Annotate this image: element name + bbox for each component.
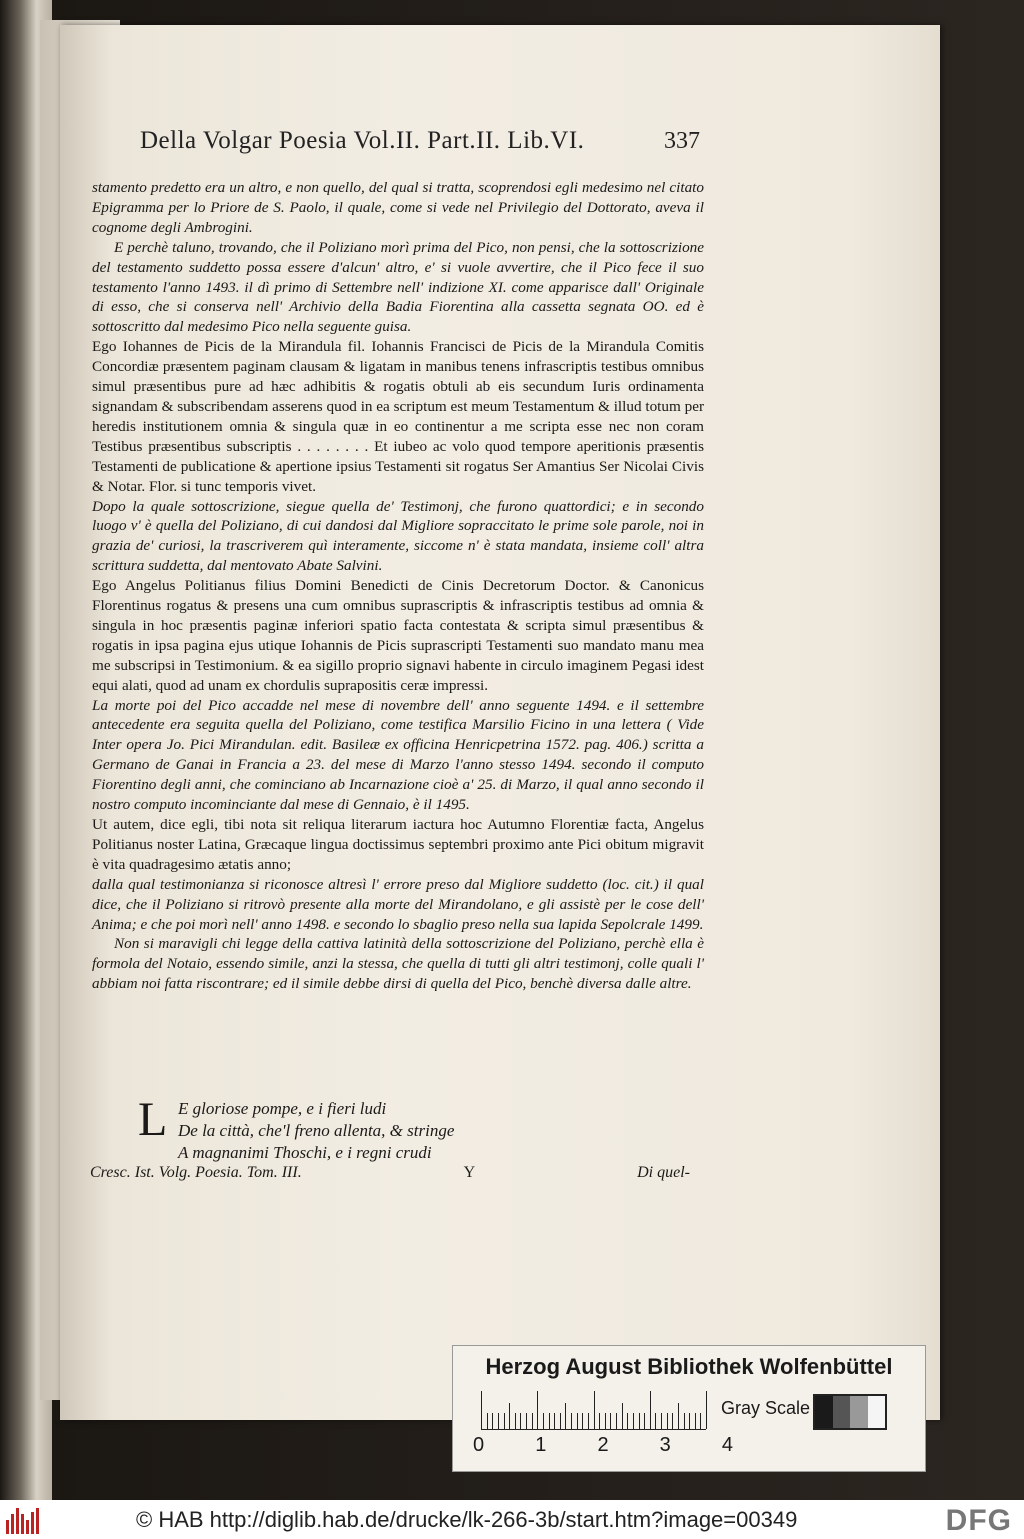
ruler-tick: [537, 1391, 538, 1429]
paragraph: Non si maravigli chi legge della cattiva latinità della sottoscrizione del Poliziano, perchè ella è formola del Notaio, essendo simile, anzi la stessa, che quella di tutti gli altri testimonj, colle quali l' abbiam noi fatta riscontrare; ed il simile debbe dirsi di quella del Pico, benchè diversa dalle altre.: [92, 935, 704, 993]
ruler-tick: [650, 1391, 651, 1429]
gray-scale-label: Gray Scale: [721, 1398, 811, 1418]
paragraph: Dopo la quale sottoscrizione, siegue quella de' Testimonj, che furono quattordici; e in secondo luogo v' è quella del Poliziano, di cui dandosi dal Migliore sopraccitato le prime sole parole, noi in grazia de' curiosi, la trascriverem quì interamente, siccome n' è stata mandata, insieme coll' altra scrittura suddetta, dal mentovato Abate Salvini.: [92, 497, 704, 575]
ruler-tick: [560, 1413, 561, 1429]
credit-link[interactable]: © HAB http://diglib.hab.de/drucke/lk-266-3b/start.htm?image=00349: [136, 1506, 798, 1532]
footer-bar: [0, 1500, 1024, 1539]
ruler-numbers: [473, 1434, 733, 1457]
library-name: Herzog August Bibliothek Wolfenbüttel: [485, 1354, 893, 1379]
catchword: Di quel-: [637, 1164, 690, 1181]
paragraph: Ego Angelus Politianus filius Domini Benedicti de Cinis Decretorum Doctor. & Canonicus Florentinus rogatus & presens una cum omnibus suprascriptis & infrascriptis testibus ad omnia & singula in hoc præsentis paginæ inferiori spatio facta contestata & scripta simul præsentibus & rogatis in ipsa pagina ejus utique Iohannis de Picis suprascripti Testamenti suo mandato manu mea me subscripsi in Testimonium. & ea sigillo proprio signavi habente in circulo imaginem Pegasi idest equi alati, quod ad unam ex chordulis suprapositis ceræ impressi.: [92, 577, 704, 694]
ruler-tick: [672, 1413, 673, 1429]
ruler-tick: [599, 1413, 600, 1429]
ruler-tick: [678, 1403, 679, 1429]
paragraph: Ut autem, dice egli, tibi nota sit reliqua literarum iactura hoc Autumno Florentiæ facta, Angelus Politianus noster Latina, Græcaque lingua doctissimus septembri proximo ante Pici obitum migravit è vita quadragesimo ætatis anno;: [92, 816, 704, 873]
ruler-tick: [689, 1413, 690, 1429]
ruler-tick: [616, 1413, 617, 1429]
gray-swatches: [813, 1394, 887, 1430]
paragraph: Ego Iohannes de Picis de la Mirandula fil. Iohannis Francisci de Picis de la Mirandula Comitis Concordiæ præsentem paginam clausam & ligatam in manibus tenens infrascriptis testibus omnibus simul præsentibus pure ad hæc adhibitis & rogatis obtuli ab eis secundum Iuris ordinamenta signandam & subscribendam asserens quod in ea scriptum est meum Testamentum & illud totum per heredis institutionem omnia & singula quæ in eo continentur a me scripta esse nec non coram Testibus præsentibus subscriptis . . . . . . . . Et iubeo ac volo quod tempore aperitionis præsentis Testamenti de publicatione & apertione ipsius Testamenti sit rogatus Ser Amantius Ser Nicolai Civis & Notar. Flor. si tunc temporis vivet.: [92, 338, 704, 495]
dfg-logo: DFG: [945, 1504, 1012, 1537]
ruler-number: 0: [473, 1434, 485, 1456]
ruler-tick: [667, 1413, 668, 1429]
ruler-tick: [655, 1413, 656, 1429]
ruler-tick: [520, 1413, 521, 1429]
ruler-tick: [700, 1413, 701, 1429]
ruler-tick: [526, 1413, 527, 1429]
paragraph: stamento predetto era un altro, e non quello, del qual si tratta, scoprendosi egli medesimo nel citato Epigramma per lo Priore de S. Paolo, il quale, come si vede nel Privilegio del Dottorato, aveva il cognome degli Ambrogini.: [92, 179, 704, 236]
header-title: Della Volgar Poesia Vol.II. Part.II. Lib.VI.: [140, 127, 585, 154]
ruler-scale: [481, 1391, 706, 1430]
ruler-tick: [684, 1413, 685, 1429]
ruler-tick: [695, 1413, 696, 1429]
ruler-tick: [543, 1413, 544, 1429]
ruler-tick: [588, 1413, 589, 1429]
ruler-tick: [605, 1413, 606, 1429]
ruler-number: 4: [721, 1434, 733, 1456]
poem-line: A magnanimi Thoschi, e i regni crudi: [178, 1143, 432, 1162]
ruler-tick: [565, 1403, 566, 1429]
gray-swatch: [815, 1396, 833, 1428]
page-footer: [90, 1164, 690, 1182]
ruler-tick: [622, 1403, 623, 1429]
paragraph: La morte poi del Pico accadde nel mese di novembre dell' anno seguente 1494. e il settembre antecedente era seguita quella del Poliziano, come testifica Marsilio Ficino in una lettera ( Vide Inter opera Jo. Pici Mirandulan. edit. Basileæ ex officina Henricpetrina 1572. pag. 406.) scritta a Germano de Ganai in Francia a 23. del mese di Marzo l'anno stesso 1494. secondo il computo Fiorentino degli anni, che cominciano ab Incarnazione cioè a' 25. di Marzo, il qual anno secondo il nostro computo incominciante dal mese di Gennaio, è il 1495.: [92, 696, 704, 814]
ruler-tick: [498, 1413, 499, 1429]
ruler-tick: [633, 1413, 634, 1429]
color-calibration-card: [452, 1345, 926, 1472]
signature-mark: Y: [463, 1164, 476, 1181]
poem-line: De la città, che'l freno allenta, & stringe: [178, 1121, 455, 1140]
poem-excerpt: [138, 1093, 702, 1164]
ruler-tick: [554, 1413, 555, 1429]
ruler-tick: [661, 1413, 662, 1429]
ruler-tick: [571, 1413, 572, 1429]
gray-swatch: [850, 1396, 868, 1428]
gray-swatch: [833, 1396, 851, 1428]
ruler-tick: [610, 1413, 611, 1429]
footer-source: Cresc. Ist. Volg. Poesia. Tom. III.: [90, 1164, 302, 1181]
ruler-tick: [481, 1391, 482, 1429]
ruler-tick: [594, 1391, 595, 1429]
ruler-tick: [487, 1413, 488, 1429]
paragraph: E perchè taluno, trovando, che il Poliziano morì prima del Pico, non pensi, che la sottoscrizione del testamento suddetto possa essere d'alcun' altro, e' si vuole avvertire, che il Pico fece il suo testamento l'anno 1493. il dì primo di Settembre nell' indizione XI. come apparisce dall' Originale di esso, che si conserva nell' Archivio della Badia Fiorentina alla cassetta segnata OO. ed è sottoscritto dal medesimo Pico nella seguente guisa.: [92, 238, 704, 336]
ruler-tick: [509, 1403, 510, 1429]
ruler-tick: [492, 1413, 493, 1429]
drop-cap: L: [138, 1093, 168, 1146]
poem-line: E gloriose pompe, e i fieri ludi: [178, 1099, 387, 1118]
ruler-tick: [549, 1413, 550, 1429]
ruler-tick: [706, 1391, 707, 1429]
gray-swatch: [868, 1396, 886, 1428]
ruler-number: 2: [597, 1434, 609, 1456]
ruler-tick: [577, 1413, 578, 1429]
page-number: 337: [664, 128, 700, 154]
ruler-tick: [582, 1413, 583, 1429]
ruler-tick: [644, 1413, 645, 1429]
body-text: [92, 178, 704, 994]
ruler-tick: [504, 1413, 505, 1429]
ruler-tick: [627, 1413, 628, 1429]
ruler-tick: [639, 1413, 640, 1429]
paragraph: dalla qual testimonianza si riconosce altresì l' errore preso dal Migliore suddetto (loc. cit.) il qual dice, che il Poliziano si ritrovò presente alla morte del Mirandolano, e gli assistè per le cose dell' Anima; e che poi morì nell' anno 1498. e secondo lo sbaglio preso nella sua lapida Sepolcrale 1499.: [92, 875, 704, 933]
ruler-tick: [532, 1413, 533, 1429]
ruler-tick: [515, 1413, 516, 1429]
ruler-number: 3: [659, 1434, 671, 1456]
ruler-number: 1: [535, 1434, 547, 1456]
hab-logo-icon: [6, 1506, 46, 1534]
running-header: [140, 115, 700, 155]
